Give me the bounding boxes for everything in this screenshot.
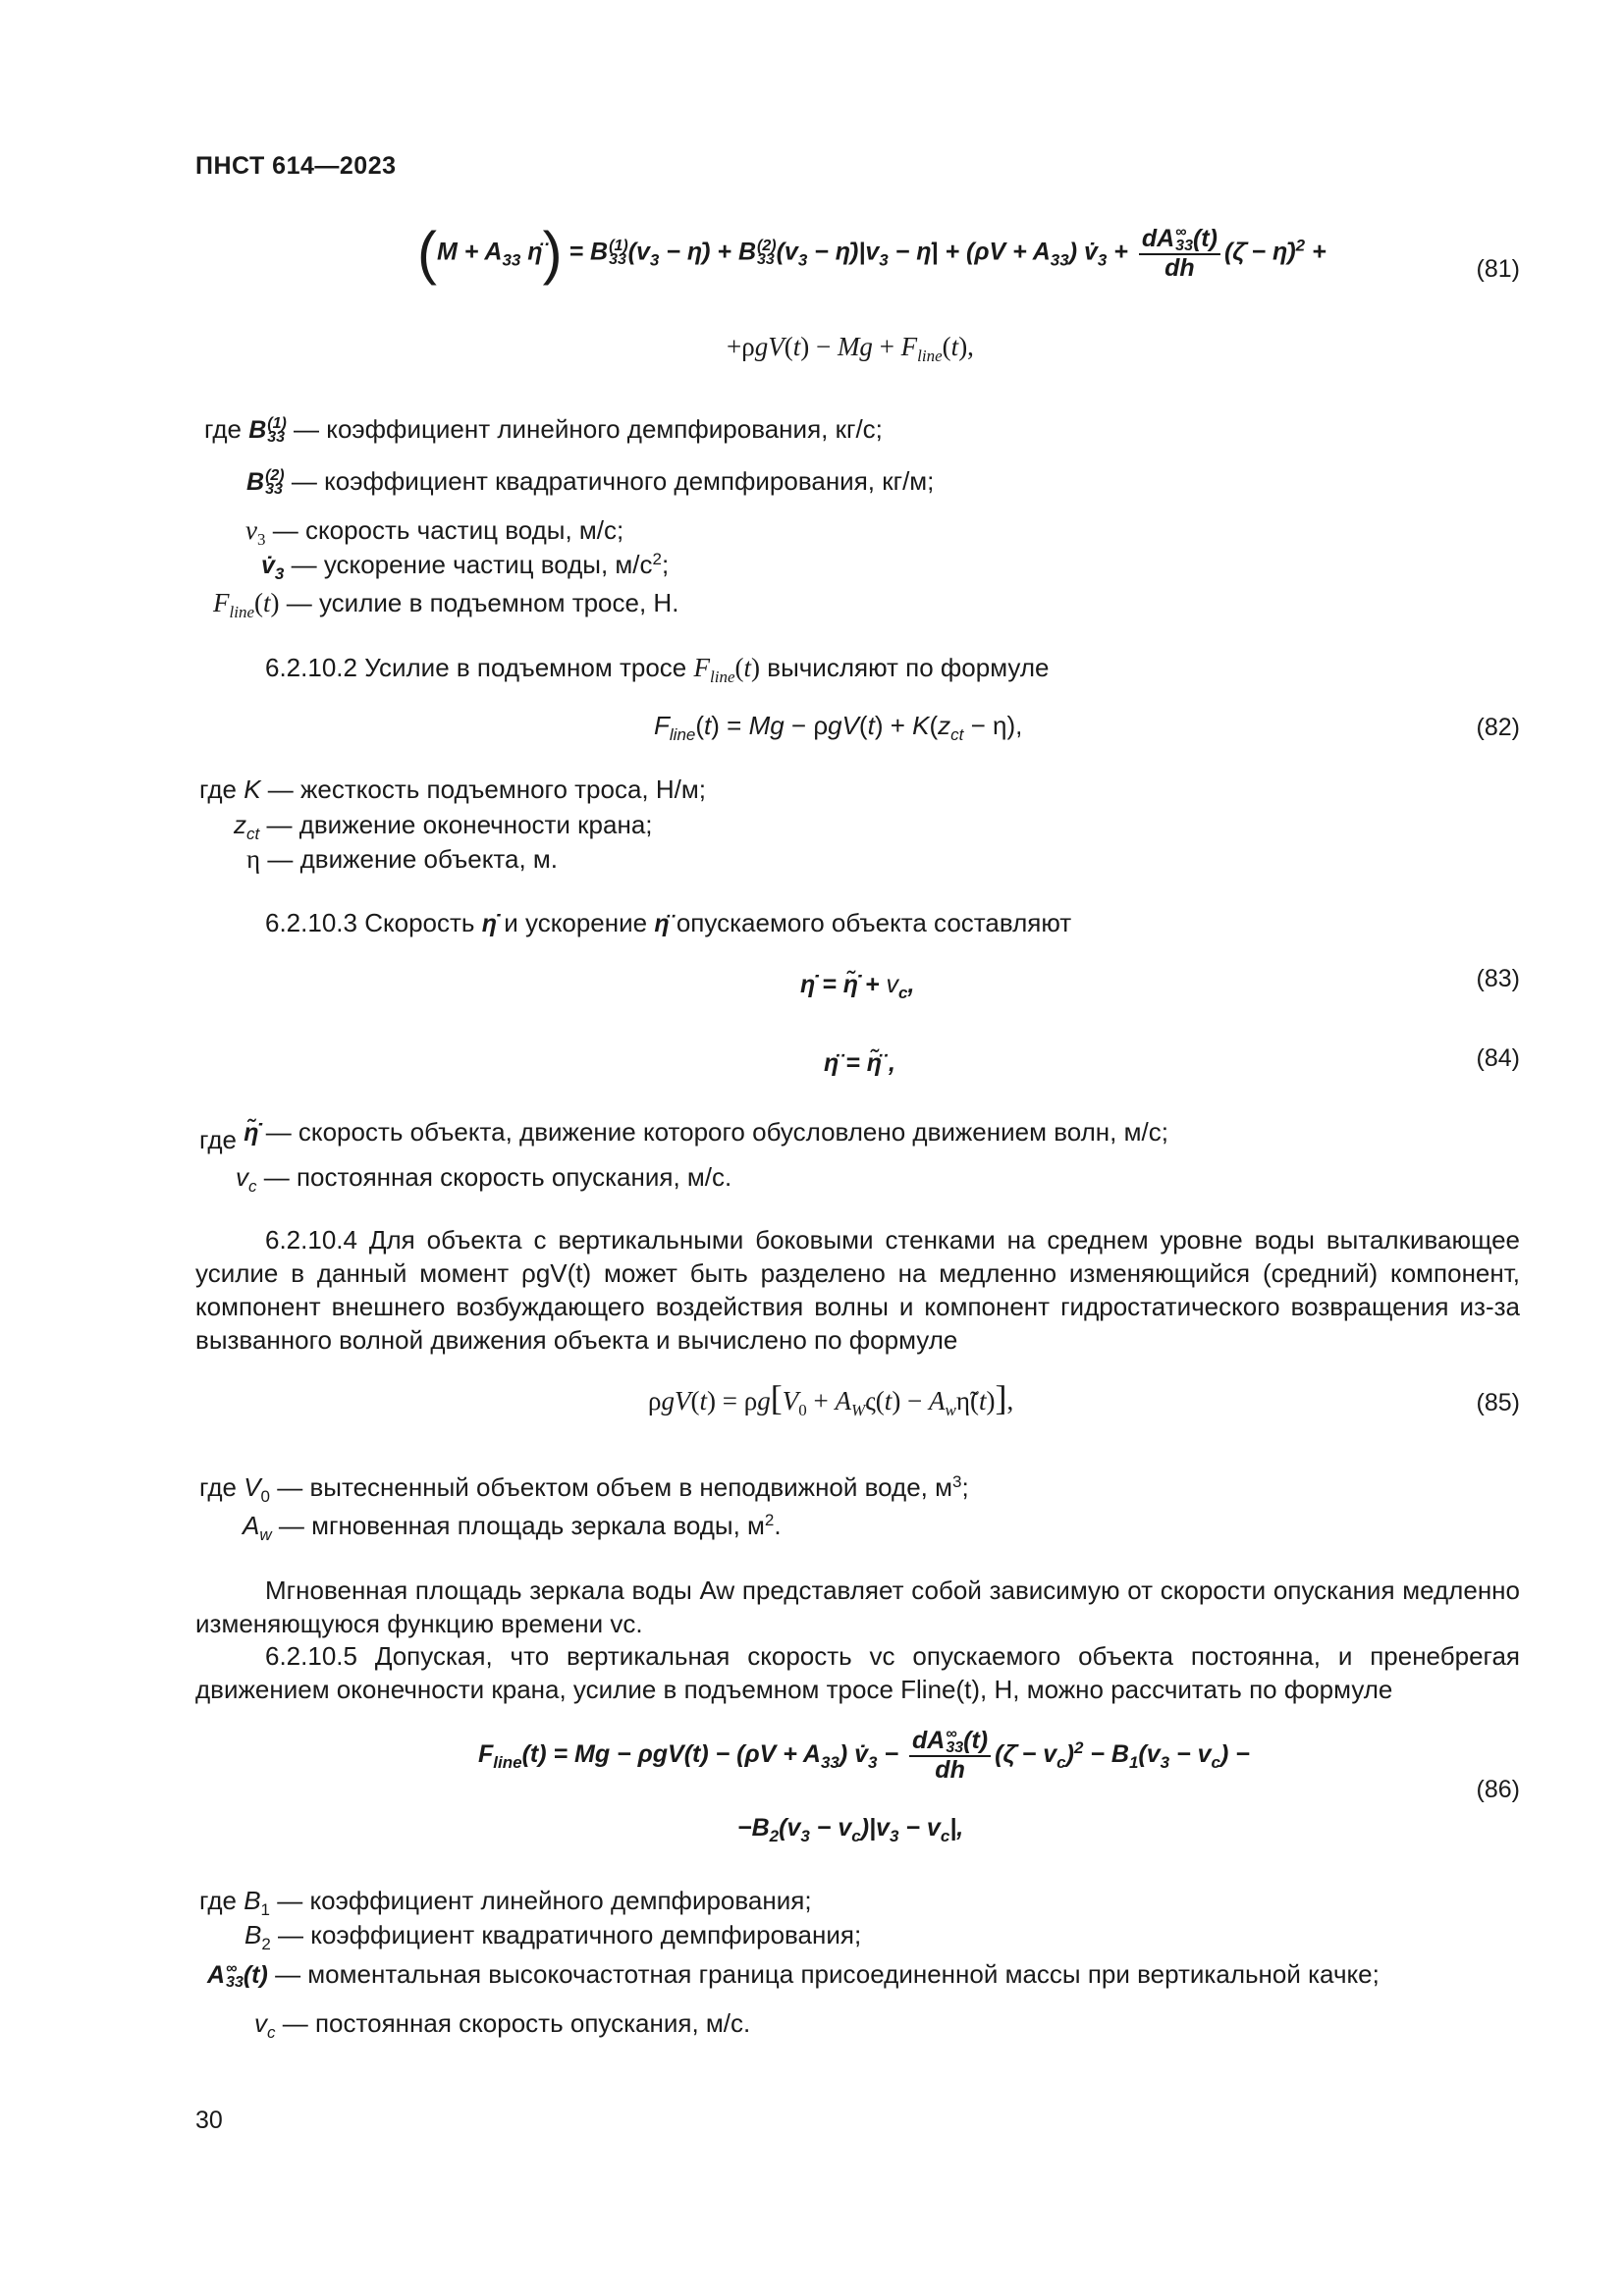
symbol-b33-1: B (1) 33: [248, 415, 287, 447]
definition-eta-tilde-dot: где η̃̇ — скорость объекта, движение которого обусловлено движением волн, м/с;: [199, 1117, 1168, 1154]
symbol-v0: $V_0$: [244, 1472, 270, 1506]
symbol-vc: $v_c$: [236, 1162, 257, 1196]
paragraph-6-2-10-5: 6.2.10.5 Допуская, что вертикальная скорость vc опускаемого объекта постоянна, и пренебрегая движением оконечности крана, усилие в подъемном тросе Fline(t), Н, можно рассчитать по формуле: [195, 1641, 1520, 1704]
equation-86-line1: $F_{line}(t) = Mg - \rho gV(t) - (\rho V + A_{33})$ $v̇_3$ − dA ∞ 33 (t) dh (ζ̇ − $v_c)^2 - B_1(v_3 - v_c)$ −: [478, 1726, 1250, 1785]
equation-81-number: (81): [1476, 255, 1520, 283]
definition-vc: $v_c$ — постоянная скорость опускания, м/с.: [236, 1162, 732, 1196]
symbol-v3-dot: $v̇_3$: [261, 552, 285, 583]
definition-v3: $v_3$ — скорость частиц воды, м/с;: [245, 515, 624, 549]
equation-84: η̈ = η̃̈ ,: [824, 1049, 895, 1077]
equation-85-number: (85): [1476, 1389, 1520, 1416]
definition-b1: где $B_1$ — коэффициент линейного демпфирования;: [199, 1886, 812, 1919]
symbol-b1: $B_1$: [244, 1886, 270, 1919]
equation-83-number: (83): [1476, 965, 1520, 992]
equation-81-line1: ($M + A_{33}$ η̈) = B (1) 33 ($v_3$ − η̇) + B (2) 33 ($v_3$ − $\etȧ)|v_3$ − η̇| + $(\rho V + A_{33})$ $v̇_3$ + dA ∞ 33 (t) dh (ζ̇ − η̇)$^2$ +: [417, 220, 1326, 286]
equation-82: $F_{line}(t) = Mg - \rho gV(t) + K(z_{ct} - \eta)$,: [654, 711, 1023, 744]
equation-86-line2: $-B_2(v_3 - v_c)|v_3 - v_c|$,: [737, 1814, 964, 1845]
symbol-zct: $z_{ct}$: [234, 810, 260, 843]
definition-a33-inf: A ∞ 33 (t) — моментальная высокочастотная граница присоединенной массы при вертикальной качке;: [207, 1959, 1380, 1992]
symbol-vc-2: $v_c$: [254, 2008, 276, 2042]
symbol-b33-2: B (2) 33: [246, 467, 285, 499]
definition-eta: η — движение объекта, м.: [246, 844, 558, 874]
definition-b2: $B_2$ — коэффициент квадратичного демпфирования;: [244, 1920, 862, 1953]
paragraph-6-2-10-4: 6.2.10.4 Для объекта с вертикальными боковыми стенками на среднем уровне воды выталкивающее усилие в данный момент ρgV(t) может быть разделено на медленно изменяющийся (средний) компонент, компонент внешнего возбуждающего воздействия волны и компонент гидростатического возвращения из-за вызванного волной движения объекта и вычислено по формуле: [195, 1225, 1520, 1355]
symbol-aw: $A_w$: [243, 1511, 272, 1544]
symbol-a33-inf: A ∞ 33 (t): [207, 1960, 268, 1992]
symbol-fline: $F_{line}(t)$: [213, 588, 280, 621]
page-number: 30: [195, 2107, 223, 2134]
definition-zct: $z_{ct}$ — движение оконечности крана;: [234, 810, 653, 843]
paragraph-6-2-10-2: 6.2.10.2 Усилие в подъемном тросе $F_{line}(t)$ вычисляют по формуле: [265, 653, 1050, 686]
symbol-eta-ddot: η̈: [654, 910, 670, 937]
document-id: ПНСТ 614—2023: [195, 152, 397, 180]
symbol-fline-inline: $F_{line}(t)$: [693, 653, 761, 686]
definition-v3-dot: $v̇_3$ — ускорение частиц воды, $м/с^2$;: [261, 550, 670, 583]
equation-85: $\rho gV(t) = \rho g[V_0 + A_W\varsigma(t)$ − $A_w\etã(t)$],: [648, 1378, 1014, 1419]
symbol-v3: $v_3$: [245, 515, 266, 549]
paragraph-aw: Мгновенная площадь зеркала воды Aw представляет собой зависимую от скорости опускания медленно изменяющуюся функцию времени vc.: [195, 1575, 1520, 1638]
symbol-eta-tilde-dot: η̃̇: [244, 1119, 259, 1147]
paragraph-6-2-10-3: 6.2.10.3 Скорость η̇ и ускорение η̈ опускаемого объекта составляют: [265, 908, 1072, 937]
definition-k: где K — жесткость подъемного троса, Н/м;: [199, 774, 706, 804]
equation-81-line2: $+\rho gV(t) - Mg + F_{line}(t)$,: [727, 332, 974, 365]
symbol-k: K: [244, 774, 261, 804]
definition-vc-2: $v_c$ — постоянная скорость опускания, м/с.: [254, 2008, 751, 2042]
symbol-eta: η: [246, 844, 261, 874]
equation-86-number: (86): [1476, 1776, 1520, 1803]
definition-v0: где $V_0$ — вытесненный объектом объем в неподвижной воде, $м^3$;: [199, 1472, 969, 1506]
equation-82-number: (82): [1476, 714, 1520, 741]
equation-83: η̇ = η̃̇ + $v_c$,: [800, 971, 915, 1002]
definition-aw: $A_w$ — мгновенная площадь зеркала воды, $м^2$.: [243, 1511, 782, 1544]
definition-b33-2: B (2) 33 — коэффициент квадратичного демпфирования, кг/м;: [246, 466, 935, 499]
symbol-eta-dot: η̇: [481, 910, 497, 937]
symbol-b2: $B_2$: [244, 1920, 271, 1953]
definition-b33-1: где B (1) 33 — коэффициент линейного демпфирования, кг/с;: [204, 414, 883, 447]
equation-84-number: (84): [1476, 1044, 1520, 1072]
definition-fline: $F_{line}(t)$ — усилие в подъемном тросе, Н.: [213, 588, 679, 621]
